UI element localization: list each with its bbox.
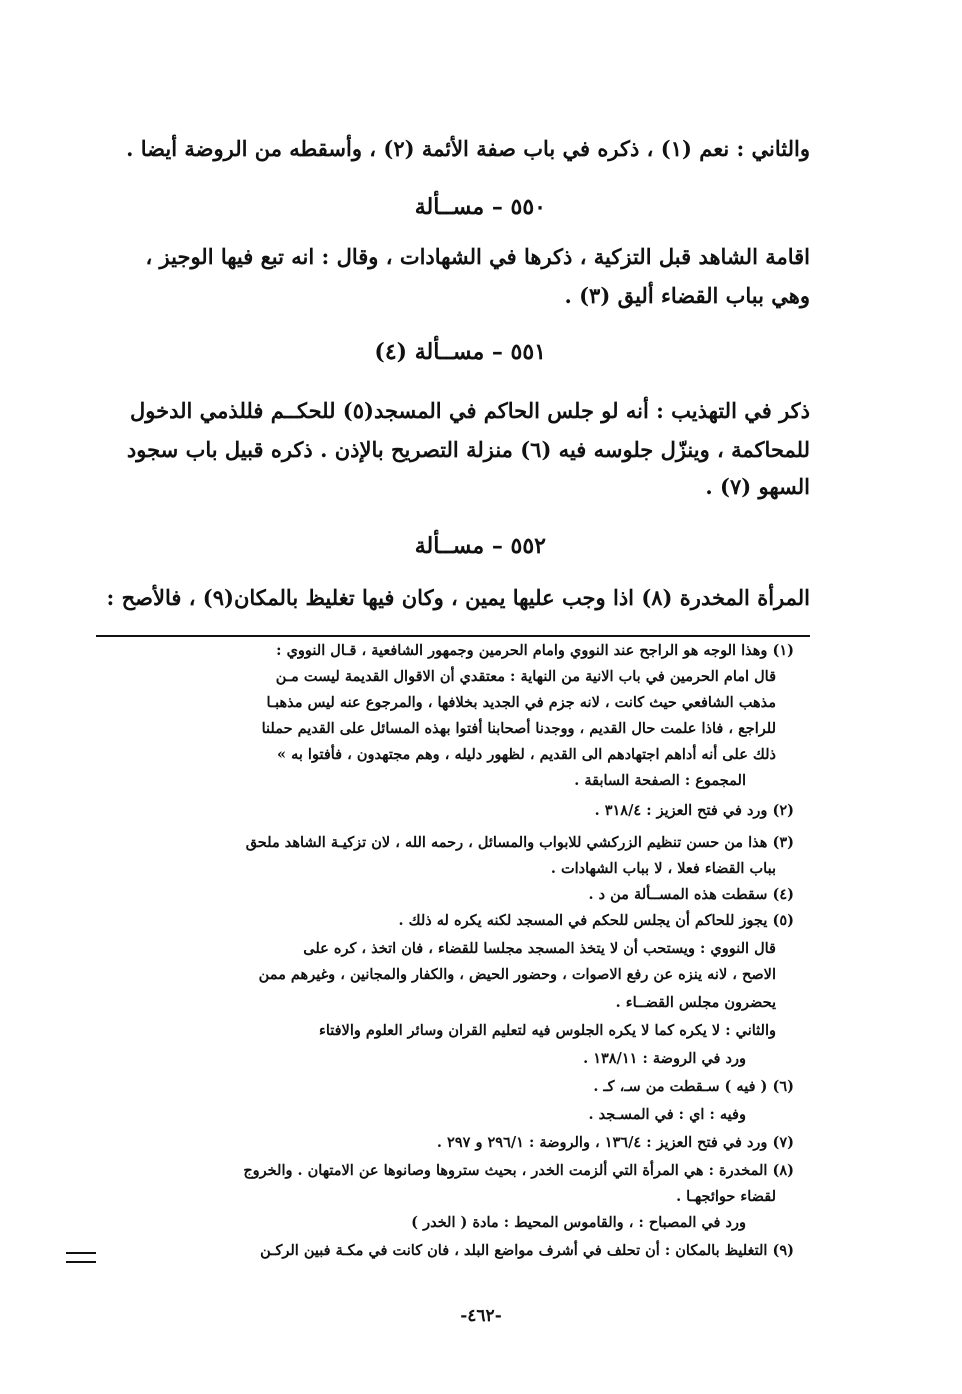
footnote-line: لقضاء حوائجهـا . — [676, 1188, 776, 1205]
footnote-line: قال امام الحرمين في باب الانية من النهاية : معتقدي أن الاقوال القديمة ليست مـن — [275, 668, 776, 685]
footnote-line: (٢) ورد في فتح العزيز : ٣١٨/٤ . — [594, 802, 794, 819]
footnote-line: ذلك على أنه أداهم اجتهادهم الى القديم ، لظهور دليله ، وهم مجتهدون ، فأفتوا به » — [276, 746, 776, 763]
footnote-line: للراجع ، فاذا علمت حال القديم ، ووجدنا أصحابنا أفتوا بهذه المسائل على القديم حملنا — [261, 720, 776, 737]
footnote-line: (١) وهذا الوجه هو الراجح عند النووي وامام الحرمين وجمهور الشافعية ، قـال النووي : — [276, 642, 794, 659]
footnote-line: (٣) هذا من حسن تنظيم الزركشي للابواب والمسائل ، رحمه الله ، لان تزكيـة الشاهد ملحق — [245, 834, 794, 851]
footnote-line: قال النووي : ويستحب أن لا يتخذ المسجد مجلسا للقضاء ، فان اتخذ ، كره على — [303, 940, 776, 957]
body-line: السهو (٧) . — [705, 474, 810, 499]
footnote-line: وفيه : اي : في المسـجد . — [588, 1106, 746, 1123]
footnote-line: بباب القضاء فعلا ، لا بباب الشهادات . — [550, 860, 776, 877]
footnote-line: الاصح ، لانه ينزه عن رفع الاصوات ، وحضور الحيض ، والكفار والمجانين ، وغيرهم ممن — [258, 966, 776, 983]
section-heading-550: ٥٥٠ – مســألة — [414, 194, 546, 220]
footnote-line: (٩) التغليظ بالمكان : أن تحلف في أشرف مواضع البلد ، فان كانت في مكـة فبين الركـن — [260, 1242, 794, 1259]
footnote-line: المجموع : الصفحة السابقة . — [574, 772, 746, 789]
footnote-line: والثاني : لا يكره كما لا يكره الجلوس فيه لتعليم القران وسائر العلوم والافتاء — [319, 1022, 776, 1039]
body-line: ذكر في التهذيب : أنه لو جلس الحاكم في المسجد(٥) للحكــم فللذمي الدخول — [130, 398, 810, 423]
body-line: وهي بباب القضاء أليق (٣) . — [564, 283, 810, 308]
footnote-line: (٤) سقطت هذه المســألة من د . — [588, 886, 794, 903]
footnote-line: (٨) المخدرة : هي المرأة التي ألزمت الخدر ، بحيث ستروها وصانوها عن الامتهان . والخروج — [243, 1162, 794, 1179]
body-line: المرأة المخدرة (٨) اذا وجب عليها يمين ، وكان فيها تغليظ بالمكان(٩) ، فالأصح : — [106, 585, 810, 610]
footnote-line: مذهب الشافعي حيث كانت ، لانه جزم في الجديد بخلافها ، والمرجوع عنه ليس مذهبـا — [266, 694, 776, 711]
body-line: والثاني : نعم (١) ، ذكره في باب صفة الأئمة (٢) ، وأسقطه من الروضة أيضا . — [126, 136, 810, 161]
body-line: اقامة الشاهد قبل التزكية ، ذكرها في الشهادات ، وقال : انه تبع فيها الوجيز ، — [145, 244, 810, 269]
page-number: -٤٦٢- — [460, 1306, 502, 1326]
footnote-line: (٦) ( فيه ) سـقطت من سـ، كـ . — [593, 1078, 794, 1095]
footnote-line: (٥) يجوز للحاكم أن يجلس للحكم في المسجد لكنه يكره له ذلك . — [398, 912, 794, 929]
footnote-line: يحضرون مجلس القضــاء . — [615, 994, 776, 1011]
body-line: للمحاكمة ، وينزّل جلوسه فيه (٦) منزلة التصريح بالإذن . ذكره قبيل باب سجود — [126, 437, 810, 462]
footnote-line: ورد في المصباح : ، والقاموس المحيط : مادة ( الخدر ) — [411, 1214, 746, 1231]
section-heading-552: ٥٥٢ – مســألة — [414, 533, 546, 559]
footnote-line: ورد في الروضة : ١٣٨/١١ . — [583, 1050, 746, 1067]
continuation-marker — [66, 1252, 96, 1263]
section-heading-551: ٥٥١ – مســألة (٤) — [374, 339, 546, 365]
footnote-line: (٧) ورد في فتح العزيز : ١٣٦/٤ ، والروضة : ٢٩٦/١ و ٢٩٧ . — [436, 1134, 794, 1151]
footnote-separator — [96, 635, 810, 637]
